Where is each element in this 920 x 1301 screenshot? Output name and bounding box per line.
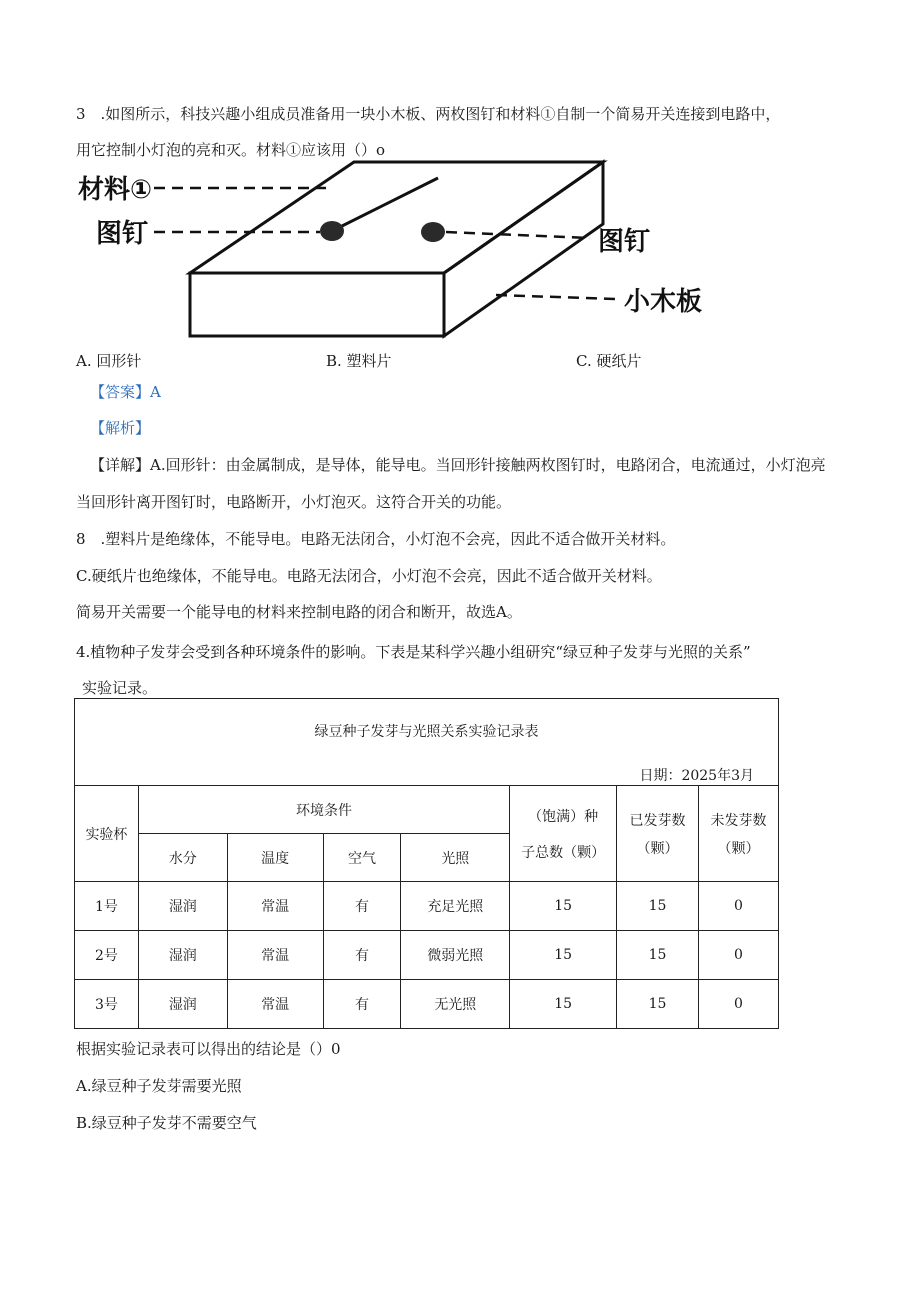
label-material: 材料① — [78, 175, 153, 205]
cell-air: 有 — [323, 980, 401, 1029]
label-pin-right: 图钉 — [598, 227, 651, 257]
table-row — [75, 980, 779, 1029]
q3-stem-line-1: 3 .如图所示，科技兴趣小组成员准备用一块小木板、两枚图钉和材料①自制一个简易开关连接到电路中， — [76, 105, 781, 123]
label-pin-left: 图钉 — [96, 219, 149, 249]
q3-analysis-tag: 【解析】 — [90, 419, 151, 437]
pin-right — [421, 222, 445, 242]
q3-option-c: C. 硬纸片 — [576, 352, 642, 370]
header-water: 水分 — [138, 834, 227, 882]
board-side-face — [444, 162, 603, 336]
q3-detail-3: 8 .塑料片是绝缘体，不能导电。电路无法闭合，小灯泡不会亮，因此不适合做开关材料。 — [76, 530, 676, 548]
header-temperature: 温度 — [227, 834, 323, 882]
q3-option-b: B. 塑料片 — [326, 352, 392, 370]
cell-total: 15 — [510, 931, 617, 980]
q3-detail-4: C.硬纸片也绝缘体，不能导电。电路无法闭合，小灯泡不会亮，因此不适合做开关材料。 — [76, 567, 662, 585]
cell-cup: 2号 — [75, 931, 139, 980]
cell-sprouted: 15 — [617, 931, 699, 980]
header-total-line-2: 子总数（颗） — [521, 844, 606, 861]
q4-question: 根据实验记录表可以得出的结论是（）0 — [76, 1040, 341, 1058]
cell-air: 有 — [323, 882, 401, 931]
header-sprouted-line-2: （颗） — [636, 840, 679, 857]
cell-water: 湿润 — [138, 980, 227, 1029]
q4-stem-line-1: 4.植物种子发芽会受到各种环境条件的影响。下表是某科学兴趣小组研究“绿豆种子发芽与光照的关系” — [76, 643, 751, 661]
q4-stem-line-2: 实验记录。 — [82, 679, 158, 697]
table-date: 日期：2025年3月 — [639, 768, 754, 784]
header-light: 光照 — [401, 834, 510, 882]
header-sprouted-line-1: 已发芽数 — [629, 812, 686, 829]
cell-not-sprouted: 0 — [699, 882, 779, 931]
table-title-cell — [75, 699, 779, 786]
cell-air: 有 — [323, 931, 401, 980]
q3-answer: 【答案】A — [90, 383, 161, 401]
q3-detail-2: 当回形针离开图钉时，电路断开，小灯泡灭。这符合开关的功能。 — [76, 493, 512, 511]
label-board: 小木板 — [624, 287, 703, 317]
cell-total: 15 — [510, 980, 617, 1029]
q3-detail-5: 简易开关需要一个能导电的材料来控制电路的闭合和断开，故选A。 — [76, 603, 522, 621]
cell-not-sprouted: 0 — [699, 931, 779, 980]
header-not-line-2: （颗） — [717, 840, 760, 857]
pin-left — [320, 221, 344, 241]
q4-option-b: B.绿豆种子发芽不需要空气 — [76, 1114, 257, 1132]
cell-light: 微弱光照 — [401, 931, 510, 980]
cell-temperature: 常温 — [227, 931, 323, 980]
board-top-face — [190, 162, 603, 273]
board-front-face — [190, 273, 444, 336]
cell-total: 15 — [510, 882, 617, 931]
header-total — [510, 786, 617, 882]
header-total-line-1: （饱满）种 — [528, 808, 599, 825]
q3-stem-line-2: 用它控制小灯泡的亮和灭。材料①应该用（）o — [76, 141, 386, 159]
experiment-record-table — [74, 698, 779, 1029]
cell-temperature: 常温 — [227, 882, 323, 931]
cell-cup: 3号 — [75, 980, 139, 1029]
cell-light: 充足光照 — [401, 882, 510, 931]
header-cup: 实验杯 — [75, 786, 139, 882]
leader-pin-right — [446, 232, 590, 238]
table-row — [75, 882, 779, 931]
header-sprouted — [617, 786, 699, 882]
switch-figure — [76, 158, 716, 343]
leader-board — [496, 295, 616, 299]
cell-water: 湿润 — [138, 882, 227, 931]
cell-water: 湿润 — [138, 931, 227, 980]
header-air: 空气 — [323, 834, 401, 882]
header-not-sprouted — [699, 786, 779, 882]
q4-option-a: A.绿豆种子发芽需要光照 — [76, 1077, 242, 1095]
table-row — [75, 931, 779, 980]
cell-sprouted: 15 — [617, 882, 699, 931]
cell-light: 无光照 — [401, 980, 510, 1029]
cell-sprouted: 15 — [617, 980, 699, 1029]
header-not-line-1: 未发芽数 — [710, 812, 767, 829]
material-strip — [334, 178, 438, 230]
cell-temperature: 常温 — [227, 980, 323, 1029]
q3-option-a: A. 回形针 — [76, 352, 142, 370]
cell-cup: 1号 — [75, 882, 139, 931]
q3-detail-1: 【详解】A.回形针：由金属制成，是导体，能导电。当回形针接触两枚图钉时，电路闭合，电流通过，小灯泡亮 — [90, 456, 826, 474]
header-environment: 环境条件 — [138, 786, 509, 834]
table-title: 绿豆种子发芽与光照关系实验记录表 — [314, 724, 539, 740]
cell-not-sprouted: 0 — [699, 980, 779, 1029]
